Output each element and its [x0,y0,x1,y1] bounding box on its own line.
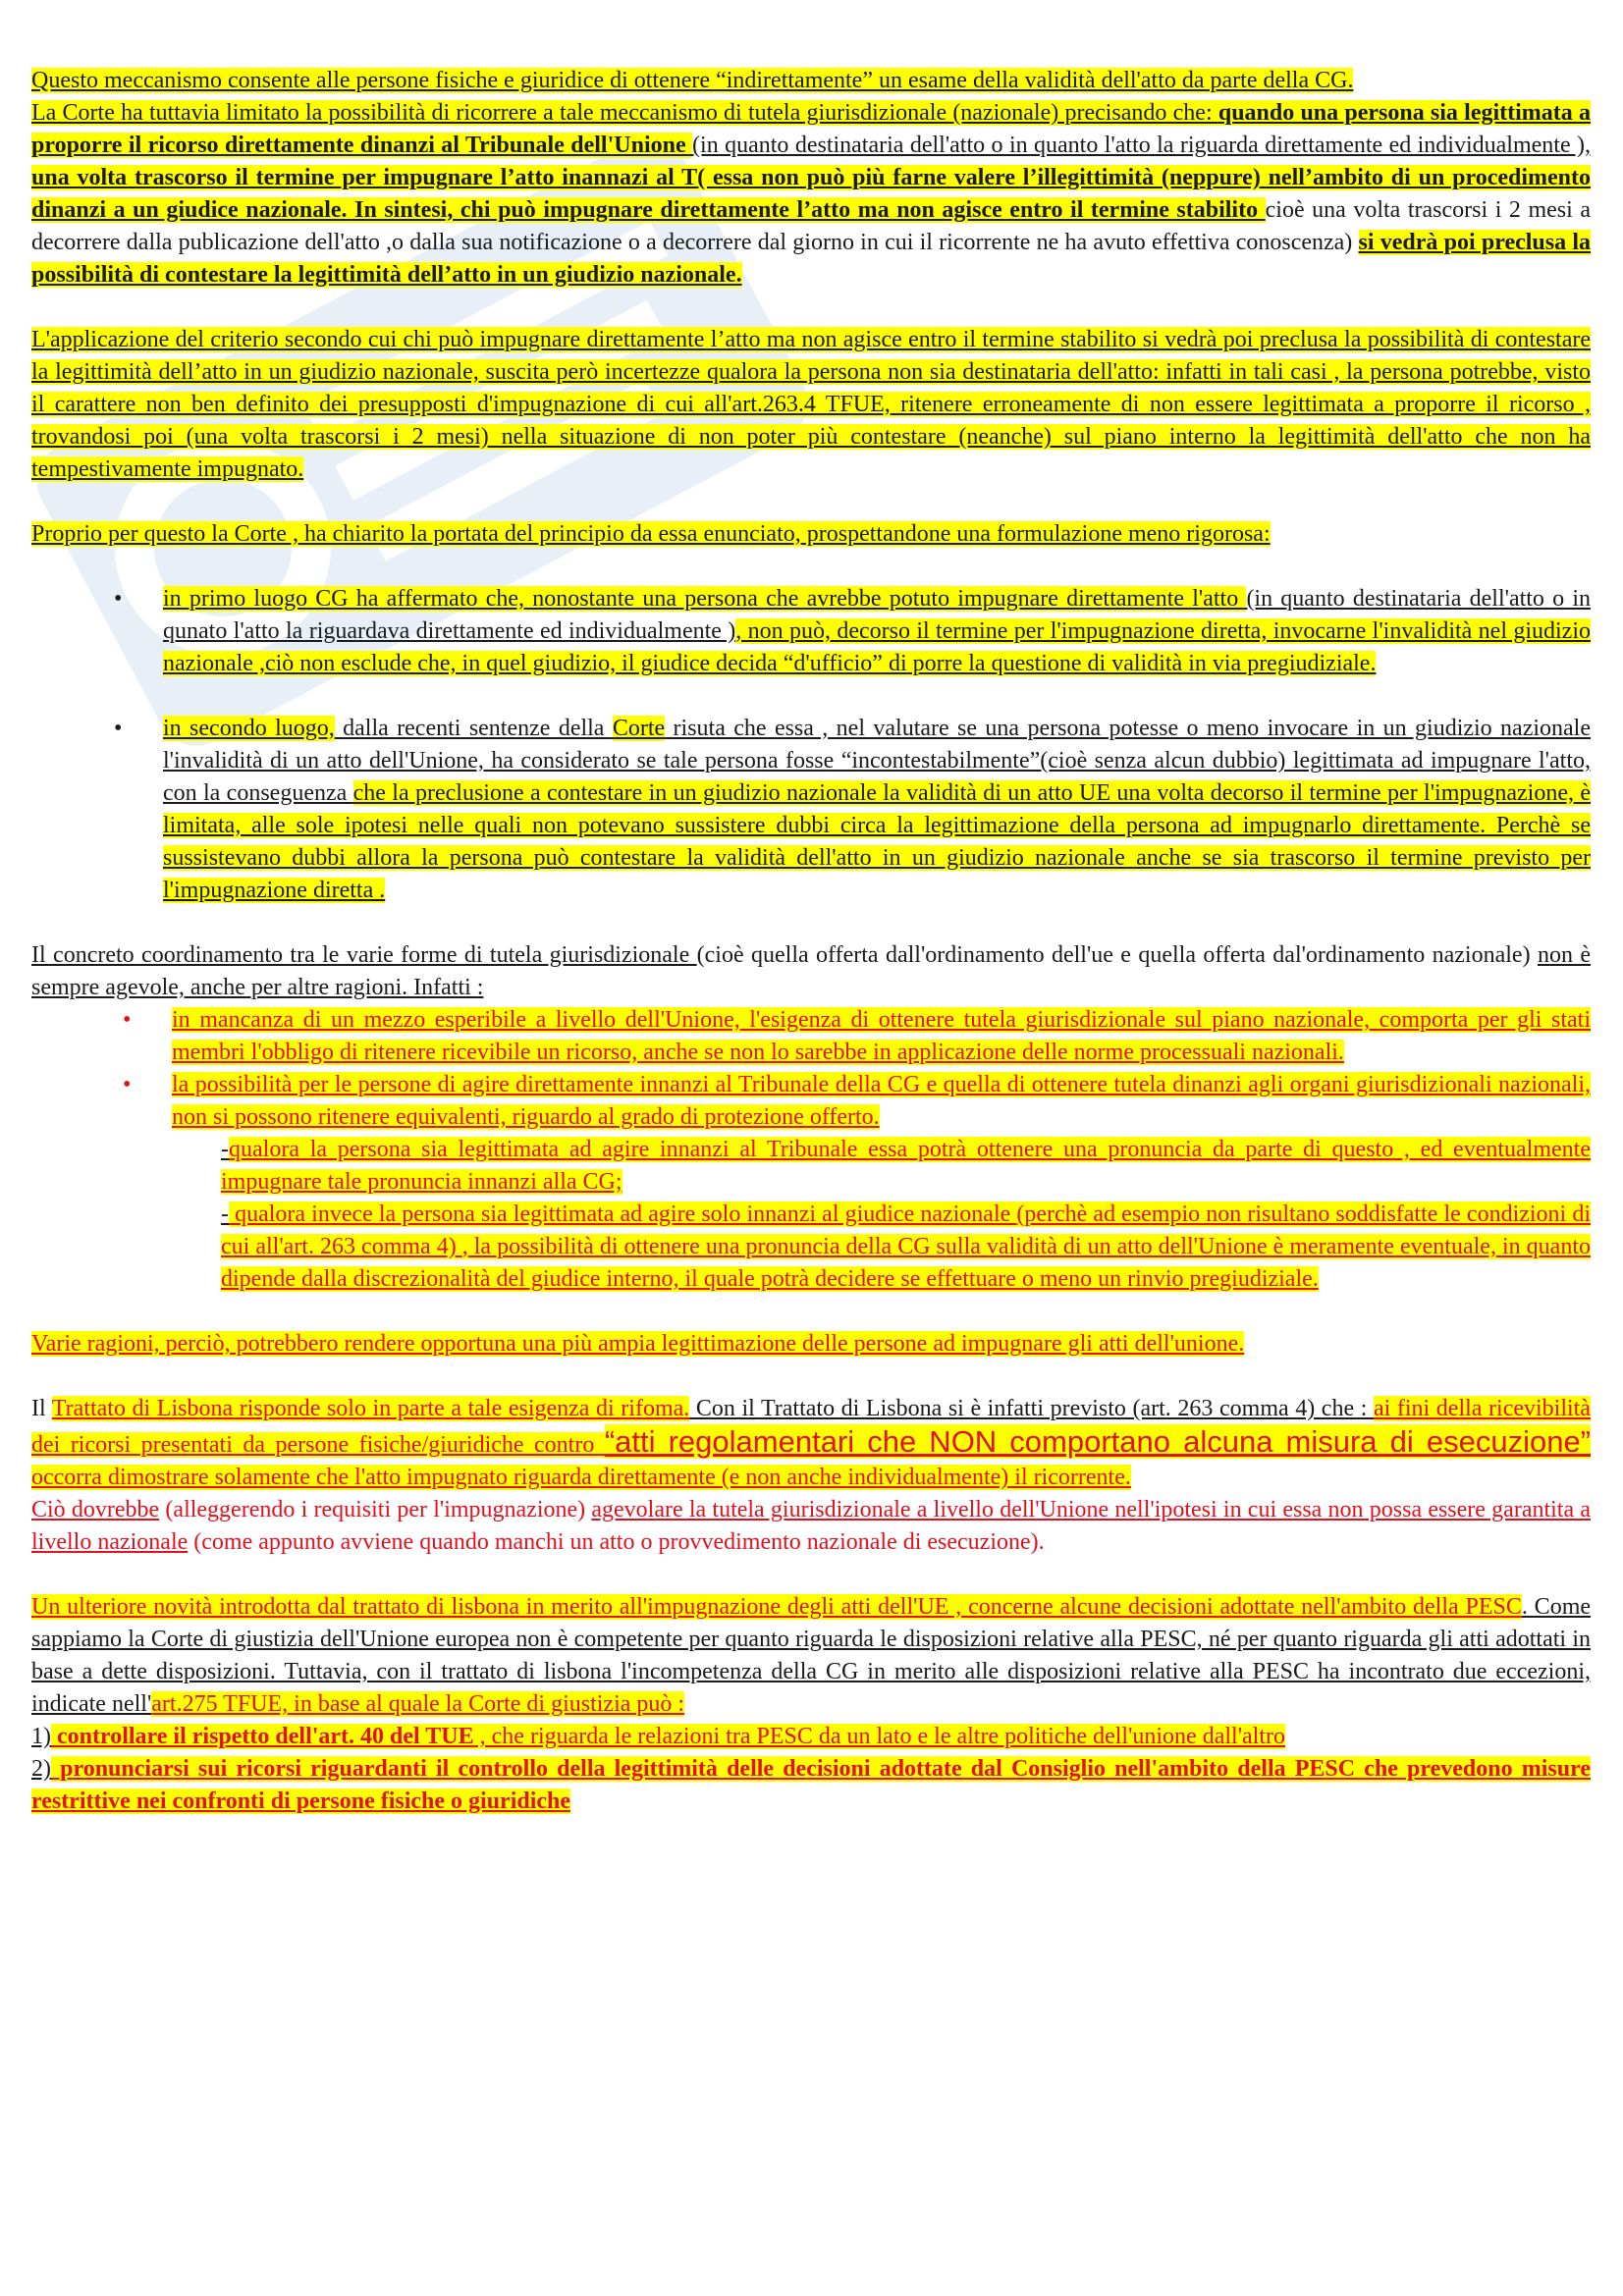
paragraph-6: Varie ragioni, perciò, potrebbero rendere opportuna una più ampia legittimazione delle persone ad impugnare gli atti dell'unione. [31,1331,1245,1357]
paragraph-8: Ciò dovrebbe (alleggerendo i requisiti per l'impugnazione) agevolare la tutela giurisdizionale a livello dell'Unione nell'ipotesi in cui essa non possa essere garantita a livello nazionale (come appunto avviene quando manchi un atto o provvedimento nazionale di esecuzione). [31,1497,1591,1555]
document-body [31,65,1591,1818]
paragraph-3: L'applicazione del criterio secondo cui chi può impugnare direttamente l’atto ma non agisce entro il termine stabilito si vedrà poi preclusa la possibilità di contestare la legittimità dell’atto in un giudizio nazionale, suscita però incertezze qualora la persona non sia destinataria dell'atto: infatti in tali casi , la persona potrebbe, visto il carattere non ben definito dei presupposti d'impugnazione di cui all'art.263.4 TFUE, ritenere erroneamente di non essere legittimata a proporre il ricorso , trovandosi poi (una volta trascorsi i 2 mesi) nella situazione di non poter più contestare (neanche) sul piano interno la legittimità dell'atto che non ha tempestivamente impugnato. [31,327,1591,482]
paragraph-4: Proprio per questo la Corte , ha chiarito la portata del principio da essa enunciato, prospettandone una formulazione meno rigorosa: [31,521,1271,547]
numbered-item-2: 2) pronunciarsi sui ricorsi riguardanti il controllo della legittimità delle decisioni adottate dal Consiglio nell'ambito della PESC che prevedono misure restrittive nei confronti di persone fisiche o giuridiche [31,1756,1591,1814]
paragraph-2: La Corte ha tuttavia limitato la possibilità di ricorrere a tale meccanismo di tutela giurisdizionale (nazionale) precisando che: quando una persona sia legittimata a proporre il ricorso direttamente dinanzi al Tribunale dell'Unione (in quanto destinataria dell'atto o in quanto l'atto la riguarda direttamente ed individualmente ), una volta trascorso il termine per impugnare l’atto inannazi al T( essa non può più farne valere l’illegittimità (neppure) nell’ambito di un procedimento dinanzi a un giudice nazionale. In sintesi, chi può impugnare direttamente l’atto ma non agisce entro il termine stabilito cioè una volta trascorsi i 2 mesi a decorrere dalla publicazione dell'atto ,o dalla sua notificazione o a decorrere dal giorno in cui il ricorrente ne ha avuto effettiva conoscenza) si vedrà poi preclusa la possibilità di contestare la legittimità dell’atto in un giudizio nazionale. [31,100,1591,288]
sub-point-2: - qualora invece la persona sia legittimata ad agire solo innanzi al giudice nazionale (perchè ad esempio non risultano soddisfatte le condizioni di cui all'art. 263 comma 4) , la possibilità di ottenere una pronuncia della CG sulla validità di un atto dell'Unione è meramente eventuale, in quanto dipende dalla discrezionalità del giudice interno, il quale potrà decidere se effettuare o meno un rinvio pregiudiziale. [221,1201,1591,1292]
paragraph-9: Un ulteriore novità introdotta dal trattato di lisbona in merito all'impugnazione degli atti dell'UE , concerne alcune decisioni adottate nell'ambito della PESC. Come sappiamo la Corte di giustizia dell'Unione europea non è competente per quanto riguarda le disposizioni relative alla PESC, né per quanto riguarda gli atti adottati in base a dette disposizioni. Tuttavia, con il trattato di lisbona l'incompetenza della CG in merito alle disposizioni relative alla PESC ha incontrato due eccezioni, indicate nell'art.275 TFUE, in base al quale la Corte di giustizia può : [31,1594,1592,1717]
bullet-icon: • [114,586,123,612]
paragraph-5: Il concreto coordinamento tra le varie forme di tutela giurisdizionale (cioè quella offerta dall'ordinamento dell'ue e quella offerta dal'ordinamento nazionale) non è sempre agevole, anche per altre ragioni. Infatti : [31,942,1591,1000]
bullet-icon: • [114,716,123,741]
list-item: • in secondo luogo, dalla recenti sentenze della Corte risuta che essa , nel valutare se una persona potesse o meno invocare in un giudizio nazionale l'invalidità di un atto dell'Unione, ha considerato se tale persona fosse “incontestabilmente”(cioè senza alcun dubbio) legittimata ad impugnare l'atto, con la conseguenza che la preclusione a contestare in un giudizio nazionale la validità di un atto UE una volta decorso il termine per l'impugnazione, è limitata, alle sole ipotesi nelle quali non potevano sussistere dubbi circa la legittimazione della persona ad impugnarlo direttamente. Perchè se sussistevano dubbi allora la persona può contestare la validità dell'atto in un giudizio nazionale anche se sia trascorso il termine previsto per l'impugnazione diretta . [31,713,1591,907]
list-item: • in primo luogo CG ha affermato che, nonostante una persona che avrebbe potuto impugnare direttamente l'atto (in quanto destinataria dell'atto o in qunato l'atto la riguardava direttamente ed individualmente ), non può, decorso il termine per l'impugnazione diretta, invocarne l'invalidità nel giudizio nazionale ,ciò non esclude che, in quel giudizio, il giudice decida “d'ufficio” di porre la questione di validità in via pregiudiziale. [31,583,1591,680]
paragraph-1: Questo meccanismo consente alle persone fisiche e giuridice di ottenere “indirettamente” un esame della validità dell'atto da parte della CG. [31,68,1354,93]
bullet-icon: • [123,1072,132,1097]
list-item: • la possibilità per le persone di agire direttamente innanzi al Tribunale della CG e quella di ottenere tutela dinanzi agli organi giurisdizionali nazionali, non si possono ritenere equivalenti, riguardo al grado di protezione offerto. [31,1069,1591,1134]
bullet-icon: • [123,1007,132,1033]
paragraph-7: Il Trattato di Lisbona risponde solo in parte a tale esigenza di rifoma. Con il Trattato di Lisbona si è infatti previsto (art. 263 comma 4) che : ai fini della ricevibilità dei ricorsi presentati da persone fisiche/giuridiche contro “atti regolamentari che NON comportano alcuna misura di esecuzione” occorra dimostrare solamente che l'atto impugnato riguarda direttamente (e non anche individualmente) il ricorrente. [31,1396,1592,1490]
numbered-item-1: 1) controllare il rispetto dell'art. 40 del TUE , che riguarda le relazioni tra PESC da un lato e le altre politiche dell'unione dall'altro [31,1724,1285,1749]
red-bullet-list [31,1004,1591,1134]
sub-point-1: -qualora la persona sia legittimata ad agire innanzi al Tribunale essa potrà ottenere una pronuncia da parte di questo , ed eventualmente impugnare tale pronuncia innanzi alla CG; [221,1137,1591,1195]
bullet-list [31,583,1591,907]
list-item: • in mancanza di un mezzo esperibile a livello dell'Unione, l'esigenza di ottenere tutela giurisdizionale sul piano nazionale, comporta per gli stati membri l'obbligo di ritenere ricevibile un ricorso, anche se non lo sarebbe in applicazione delle norme processuali nazionali. [31,1004,1591,1069]
